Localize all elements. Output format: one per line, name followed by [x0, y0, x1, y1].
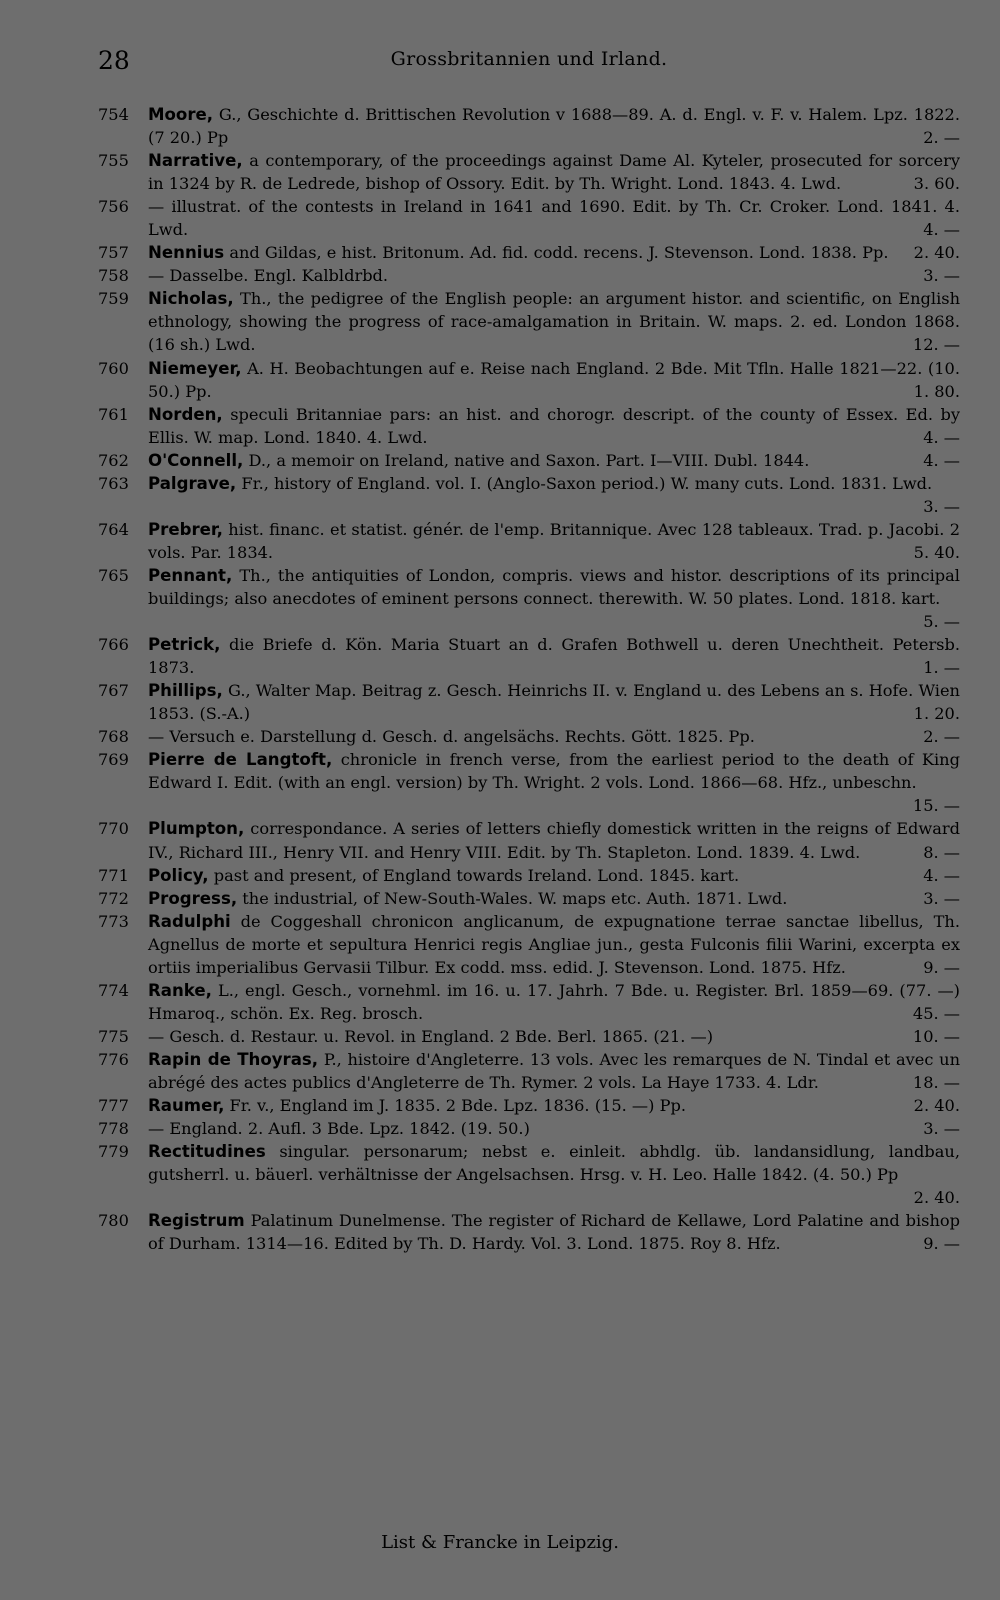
entry-text: — Dasselbe. Engl. Kalbldrbd.	[148, 266, 389, 286]
entry-heading: Phillips,	[148, 681, 223, 701]
catalogue-entry	[98, 910, 960, 979]
entry-price: 2. —	[923, 727, 960, 747]
publisher-footer: List & Francke in Leipzig.	[381, 1532, 619, 1553]
entry-text: G., Geschichte d. Brittischen Revolution v 1688—89. A. d. Engl. v. F. v. Halem. Lpz. 1822. (7 20.) Pp	[148, 105, 961, 148]
entry-heading: O'Connell,	[148, 450, 244, 470]
entry-number: 774	[98, 980, 129, 1000]
catalogue-entry	[98, 518, 960, 564]
entry-heading: Radulphi	[148, 911, 231, 931]
entry-number: 755	[98, 151, 129, 171]
entry-text: de Coggeshall chronicon anglicanum, de expugnatione terrae sanctae libellus, Th. Agnellus de morte et sepultura Henrici regis Angliae jun., gesta Fulconis filii Warini, excerpta ex ortiis imperialibus Gervasii Tilbur. Ex codd. mss. edid. J. Stevenson. Lond. 1875. Hfz.	[148, 911, 960, 977]
entry-text: — Versuch e. Darstellung d. Gesch. d. angelsächs. Rechts. Gött. 1825. Pp.	[148, 727, 755, 747]
catalogue-entry	[98, 748, 960, 817]
catalogue-entry	[98, 264, 960, 287]
entry-heading: Narrative,	[148, 151, 243, 171]
entry-text: speculi Britanniae pars: an hist. and chorogr. descript. of the county of Essex. Ed. by Ellis. W. map. Lond. 1840. 4. Lwd.	[148, 404, 960, 447]
entry-text: hist. financ. et statist. génér. de l'emp. Britannique. Avec 128 tableaux. Trad. p. Jacobi. 2 vols. Par. 1834.	[148, 519, 960, 562]
entry-number: 772	[98, 888, 129, 908]
entry-price: 5. 40.	[913, 542, 960, 562]
catalogue-entry	[98, 1048, 960, 1094]
entry-price: 3. —	[923, 266, 960, 286]
entry-number: 779	[98, 1142, 129, 1162]
entry-heading: Pierre de Langtoft,	[148, 750, 333, 770]
entry-price: 9. —	[923, 957, 960, 977]
entry-price: 3. —	[923, 1119, 960, 1139]
entry-price: 2. —	[923, 128, 960, 148]
entry-price: 9. —	[923, 1234, 960, 1254]
entry-text: L., engl. Gesch., vornehml. im 16. u. 17. Jahrh. 7 Bde. u. Register. Brl. 1859—69. (77. —) Hmaroq., schön. Ex. Reg. brosch.	[148, 980, 960, 1023]
entry-text: and Gildas, e hist. Britonum. Ad. fid. codd. recens. J. Stevenson. Lond. 1838. Pp.	[229, 243, 889, 263]
entry-text: Palatinum Dunelmense. The register of Richard de Kellawe, Lord Palatine and bishop of Durham. 1314—16. Edited by Th. D. Hardy. Vol. 3. Lond. 1875. Roy 8. Hfz.	[148, 1211, 960, 1254]
entry-price: 8. —	[923, 842, 960, 862]
entry-number: 762	[98, 450, 129, 470]
entry-price: 45. —	[912, 1003, 960, 1023]
entry-text: Th., the antiquities of London, compris. views and histor. descriptions of its principal buildings; also anecdotes of eminent persons connect. therewith. W. 50 plates. Lond. 1818. kart.	[148, 565, 960, 608]
entry-heading: Pennant,	[148, 565, 233, 585]
entry-price: 4. —	[923, 220, 960, 240]
entry-heading: Norden,	[148, 404, 223, 424]
entry-price: 3. —	[923, 888, 960, 908]
entry-text: Fr. v., England im J. 1835. 2 Bde. Lpz. 1836. (15. —) Pp.	[229, 1096, 686, 1116]
catalogue-entries	[98, 103, 960, 1255]
entry-number: 756	[98, 197, 129, 217]
entry-number: 758	[98, 266, 129, 286]
catalogue-entry	[98, 1140, 960, 1209]
entry-text: D., a memoir on Ireland, native and Saxon. Part. I—VIII. Dubl. 1844.	[248, 450, 810, 470]
entry-text: the industrial, of New-South-Wales. W. maps etc. Auth. 1871. Lwd.	[242, 888, 788, 908]
entry-text: P., histoire d'Angleterre. 13 vols. Avec les remarques de N. Tindal et avec un abrégé des actes publics d'Angleterre de Th. Rymer. 2 vols. La Haye 1733. 4. Ldr.	[148, 1049, 961, 1092]
catalogue-entry	[98, 449, 960, 472]
entry-number: 759	[98, 289, 129, 309]
entry-heading: Plumpton,	[148, 819, 245, 839]
entry-price: 10. —	[912, 1026, 960, 1046]
entry-heading: Prebrer,	[148, 519, 223, 539]
entry-price: 5. —	[923, 612, 960, 632]
entry-heading: Rectitudines	[148, 1142, 266, 1162]
catalogue-entry	[98, 472, 960, 518]
catalogue-entry	[98, 564, 960, 633]
catalogue-entry	[98, 725, 960, 748]
entry-number: 760	[98, 358, 129, 378]
catalogue-entry	[98, 149, 960, 195]
entry-text: singular. personarum; nebst e. einleit. abhdlg. üb. landansidlung, landbau, gutsherrl. u. bäuerl. verhältnisse der Angelsachsen. Hrsg. v. H. Leo. Halle 1842. (4. 50.) Pp	[148, 1142, 960, 1185]
entry-price: 2. 40.	[913, 1188, 960, 1208]
catalogue-entry	[98, 403, 960, 449]
entry-price: 1. 80.	[913, 381, 960, 401]
entry-number: 754	[98, 105, 129, 124]
entry-price: 2. 40.	[913, 243, 960, 263]
catalogue-entry	[98, 1025, 960, 1048]
entry-text: a contemporary, of the proceedings against Dame Al. Kyteler, prosecuted for sorcery in 1324 by R. de Ledrede, bishop of Ossory. Edit. by Th. Wright. Lond. 1843. 4. Lwd.	[148, 151, 960, 194]
entry-text: Th., the pedigree of the English people: an argument histor. and scientific, on English ethnology, showing the progress of race-amalgamation in Britain. W. maps. 2. ed. London 1868. (16 sh.) Lwd.	[148, 289, 961, 355]
entry-heading: Progress,	[148, 888, 238, 908]
entry-number: 768	[98, 727, 129, 747]
entry-price: 3. 60.	[913, 174, 960, 194]
entry-price: 18. —	[912, 1072, 960, 1092]
entry-heading: Rapin de Thoyras,	[148, 1049, 319, 1069]
catalogue-entry	[98, 679, 960, 725]
entry-number: 770	[98, 819, 129, 839]
entry-heading: Nennius	[148, 243, 225, 263]
catalogue-entry	[98, 864, 960, 887]
entry-number: 764	[98, 519, 129, 539]
entry-price: 3. —	[923, 496, 960, 516]
page-header	[98, 46, 960, 82]
catalogue-entry	[98, 1117, 960, 1140]
entry-heading: Nicholas,	[148, 289, 234, 309]
entry-text: correspondance. A series of letters chiefly domestick written in the reigns of Edward IV., Richard III., Henry VII. and Henry VIII. Edit. by Th. Stapleton. Lond. 1839. 4. Lwd.	[148, 819, 960, 862]
entry-text: past and present, of England towards Ireland. Lond. 1845. kart.	[213, 865, 740, 885]
entry-price: 4. —	[923, 450, 960, 470]
entry-price: 12. —	[912, 335, 960, 355]
entry-text: A. H. Beobachtungen auf e. Reise nach England. 2 Bde. Mit Tfln. Halle 1821—22. (10. 50.) Pp.	[148, 358, 960, 401]
entry-text: G., Walter Map. Beitrag z. Gesch. Heinrichs II. v. England u. des Lebens an s. Hofe. Wien 1853. (S.-A.)	[148, 681, 960, 724]
catalogue-entry	[98, 887, 960, 910]
entry-number: 763	[98, 473, 129, 493]
entry-price: 4. —	[923, 427, 960, 447]
entry-heading: Policy,	[148, 865, 209, 885]
catalogue-entry	[98, 979, 960, 1025]
entry-number: 769	[98, 750, 129, 770]
entry-text: chronicle in french verse, from the earliest period to the death of King Edward I. Edit. (with an engl. version) by Th. Wright. 2 vols. Lond. 1866—68. Hfz., unbeschn.	[148, 750, 960, 793]
catalogue-entry	[98, 357, 960, 403]
entry-number: 765	[98, 565, 129, 585]
entry-price: 15. —	[912, 796, 960, 816]
entry-text: — Gesch. d. Restaur. u. Revol. in England. 2 Bde. Berl. 1865. (21. —)	[148, 1026, 714, 1046]
entry-text: — illustrat. of the contests in Ireland in 1641 and 1690. Edit. by Th. Cr. Croker. Lond. 1841. 4. Lwd.	[148, 197, 960, 240]
entry-number: 773	[98, 911, 129, 931]
entry-number: 766	[98, 635, 129, 655]
entry-heading: Palgrave,	[148, 473, 237, 493]
catalogue-entry	[98, 241, 960, 264]
page-number: 28	[98, 46, 130, 75]
entry-heading: Moore,	[148, 105, 214, 124]
entry-price: 1. 20.	[913, 704, 960, 724]
entry-price: 4. —	[923, 865, 960, 885]
entry-text: — England. 2. Aufl. 3 Bde. Lpz. 1842. (19. 50.)	[148, 1119, 530, 1139]
running-title: Grossbritannien und Irland.	[390, 48, 668, 70]
entry-heading: Niemeyer,	[148, 358, 242, 378]
catalogue-entry	[98, 633, 960, 679]
catalogue-entry	[98, 1094, 960, 1117]
entry-price: 2. 40.	[913, 1096, 960, 1116]
entry-heading: Raumer,	[148, 1096, 225, 1116]
entry-number: 777	[98, 1096, 129, 1116]
entry-number: 780	[98, 1211, 129, 1231]
entry-number: 778	[98, 1119, 129, 1139]
entry-number: 775	[98, 1026, 129, 1046]
entry-number: 771	[98, 865, 129, 885]
catalogue-entry	[98, 287, 960, 356]
entry-text: Fr., history of England. vol. I. (Anglo-Saxon period.) W. many cuts. Lond. 1831. Lwd.	[241, 473, 933, 493]
entry-number: 757	[98, 243, 129, 263]
catalogue-entry	[98, 1209, 960, 1255]
entry-number: 767	[98, 681, 129, 701]
catalogue-entry	[98, 817, 960, 863]
entry-text: die Briefe d. Kön. Maria Stuart an d. Grafen Bothwell u. deren Unechtheit. Petersb. 1873.	[148, 635, 960, 678]
catalogue-entry	[98, 195, 960, 241]
entry-price: 1. —	[923, 658, 960, 678]
entry-heading: Registrum	[148, 1211, 245, 1231]
catalogue-entry	[98, 103, 960, 149]
entry-heading: Ranke,	[148, 980, 212, 1000]
entry-number: 761	[98, 404, 129, 424]
entry-heading: Petrick,	[148, 635, 221, 655]
entry-number: 776	[98, 1049, 129, 1069]
